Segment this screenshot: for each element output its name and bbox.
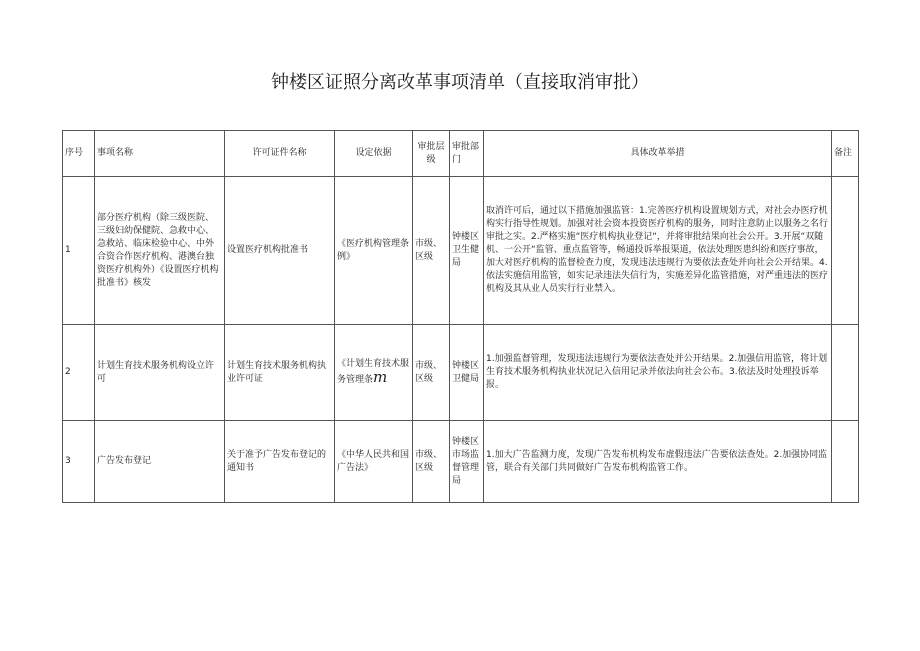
row-approval-dept: 钟楼区卫健局 <box>450 325 484 421</box>
row-license-name: 计划生育技术服务机构执业许可证 <box>225 325 335 421</box>
table-row <box>63 325 859 421</box>
row-license-name: 设置医疗机构批准书 <box>225 177 335 325</box>
row-remarks <box>832 325 859 421</box>
reform-items-table <box>62 130 859 503</box>
header-seq: 序号 <box>63 131 95 177</box>
document-title: 钟楼区证照分离改革事项清单（直接取消审批） <box>271 72 649 93</box>
row-seq: 2 <box>63 325 95 421</box>
row-measures: 1.加大广告监测力度，发现广告发布机构发布虚假违法广告要依法查处。2.加强协同监管，联合有关部门共同做好广告发布机构监管工作。 <box>484 421 832 503</box>
header-approval-level: 审批层级 <box>413 131 450 177</box>
header-remarks: 备注 <box>832 131 859 177</box>
row-item-name: 部分医疗机构（除三级医院、三级妇幼保健院、急救中心、急救站、临床检验中心、中外合资合作医疗机构、港澳台独资医疗机构外）《设置医疗机构批准书》核发 <box>95 177 225 325</box>
row-measures: 1.加强监督管理，发现违法违规行为要依法查处并公开结果。2.加强信用监管，将计划生育技术服务机构执业状况记入信用记录并依法向社会公布。3.依法及时处理投诉举报。 <box>484 325 832 421</box>
row-basis <box>335 325 413 421</box>
row-item-name: 广告发布登记 <box>95 421 225 503</box>
row-item-name: 计划生育技术服务机构设立许可 <box>95 325 225 421</box>
row-approval-dept: 钟楼区卫生健局 <box>450 177 484 325</box>
header-measures: 具体改革举措 <box>484 131 832 177</box>
table-header-row <box>63 131 859 177</box>
row-approval-level: 市级、区级 <box>413 325 450 421</box>
row-measures: 取消许可后，通过以下措施加强监管：1.完善医疗机构设置规划方式，对社会办医疗机构实行指导性规划。加强对社会资本投资医疗机构的服务，同时注意防止以服务之名行审批之实。2.严格实施“医疗机构执业登记“，并将审批结果向社会公开。3.开展“双随机、一公开“监管、重点监管等，畅通投诉举报渠道，依法处理医患纠纷和医疗事故，加大对医疗机构的监督检查力度，发现违法违规行为要依法查处并向社会公开结果。4.依法实施信用监管，如实记录违法失信行为，实施差异化监管措施，对严重违法的医疗机构及其从业人员实行行业禁入。 <box>484 177 832 325</box>
row-basis: 《中华人民共和国广告法》 <box>335 421 413 503</box>
table-row <box>63 421 859 503</box>
row-seq: 1 <box>63 177 95 325</box>
header-license-name: 许可证件名称 <box>225 131 335 177</box>
header-approval-dept: 审批部门 <box>450 131 484 177</box>
row-approval-dept: 钟楼区市场监督管理局 <box>450 421 484 503</box>
header-item-name: 事项名称 <box>95 131 225 177</box>
row-seq: 3 <box>63 421 95 503</box>
table-row <box>63 177 859 325</box>
row-basis-text: 《计划生育技术服务管理条 <box>337 359 410 385</box>
row-license-name: 关于准予广告发布登记的通知书 <box>225 421 335 503</box>
row-basis: 《医疗机构管理条例》 <box>335 177 413 325</box>
header-basis: 设定依据 <box>335 131 413 177</box>
row-remarks <box>832 421 859 503</box>
row-approval-level: 市级、区级 <box>413 177 450 325</box>
row-basis-tail: m <box>373 368 388 386</box>
row-approval-level: 市级、区级 <box>413 421 450 503</box>
row-remarks <box>832 177 859 325</box>
